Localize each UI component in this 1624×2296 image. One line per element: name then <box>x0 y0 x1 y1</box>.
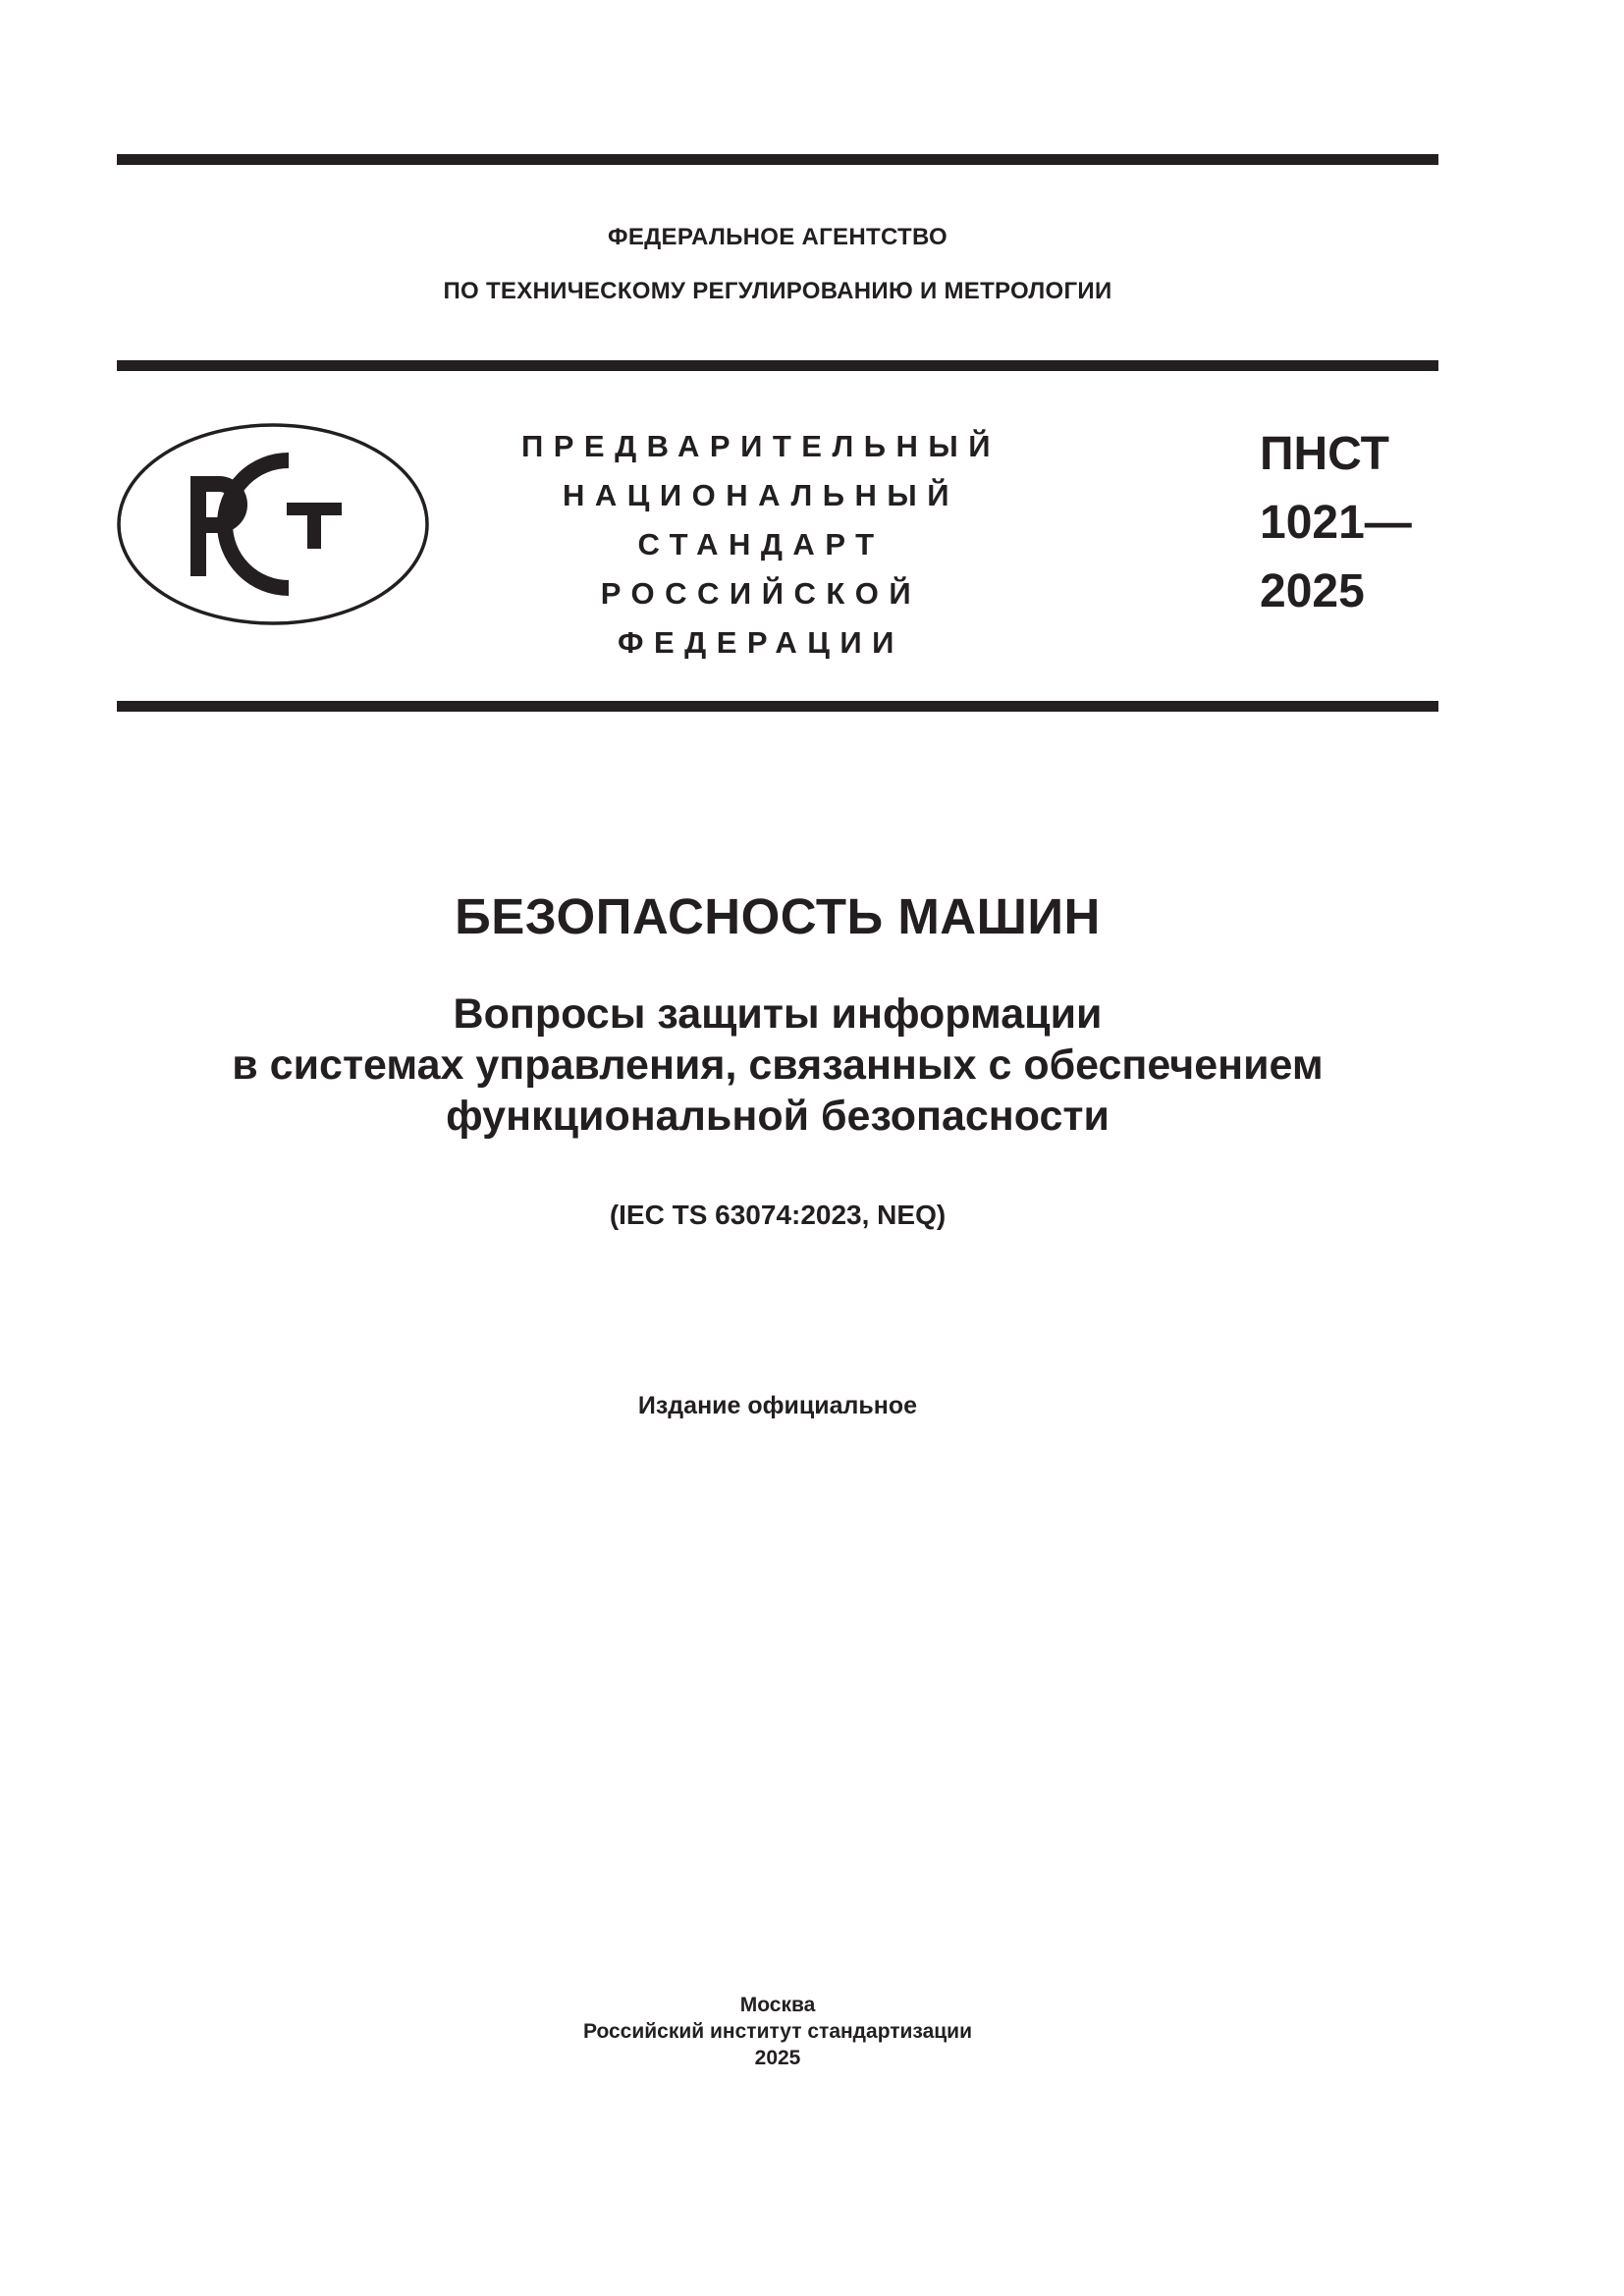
top-rule <box>117 154 1438 165</box>
header-divider-rule <box>117 360 1438 371</box>
standard-type-line: ПРЕДВАРИТЕЛЬНЫЙ <box>520 429 1001 463</box>
gost-r-logo-icon <box>117 423 429 625</box>
agency-name-line-2: ПО ТЕХНИЧЕСКОМУ РЕГУЛИРОВАНИЮ И МЕТРОЛОГИИ <box>443 278 1112 304</box>
document-main-title: БЕЗОПАСНОСТЬ МАШИН <box>455 888 1101 944</box>
header-bottom-rule <box>117 701 1438 712</box>
document-subtitle <box>117 988 1438 1142</box>
subtitle-line: функциональной безопасности <box>446 1093 1110 1140</box>
standard-type-line: СТАНДАРТ <box>637 527 885 561</box>
standard-number-year: 2025 <box>1260 565 1365 617</box>
standard-number-code: 1021— <box>1260 497 1412 549</box>
agency-name-line-1: ФЕДЕРАЛЬНОЕ АГЕНТСТВО <box>608 224 947 250</box>
standard-type-line: ФЕДЕРАЦИИ <box>618 625 904 660</box>
publisher-block <box>117 1992 1438 2071</box>
international-reference: (IEC TS 63074:2023, NEQ) <box>609 1200 947 1230</box>
edition-label: Издание официальное <box>637 1392 918 1419</box>
standard-number <box>1260 420 1412 626</box>
standard-number-prefix: ПНСТ <box>1260 428 1389 480</box>
standard-type-line: РОССИЙСКОЙ <box>600 576 922 611</box>
standard-type-block <box>501 422 1021 667</box>
publisher-name: Российский институт стандартизации <box>582 2020 973 2043</box>
publisher-year: 2025 <box>754 2047 801 2069</box>
subtitle-line: Вопросы защиты информации <box>453 990 1103 1038</box>
subtitle-line: в системах управления, связанных с обеспечением <box>232 1041 1324 1089</box>
standard-type-line: НАЦИОНАЛЬНЫЙ <box>562 478 960 512</box>
publisher-city: Москва <box>739 1994 816 2016</box>
